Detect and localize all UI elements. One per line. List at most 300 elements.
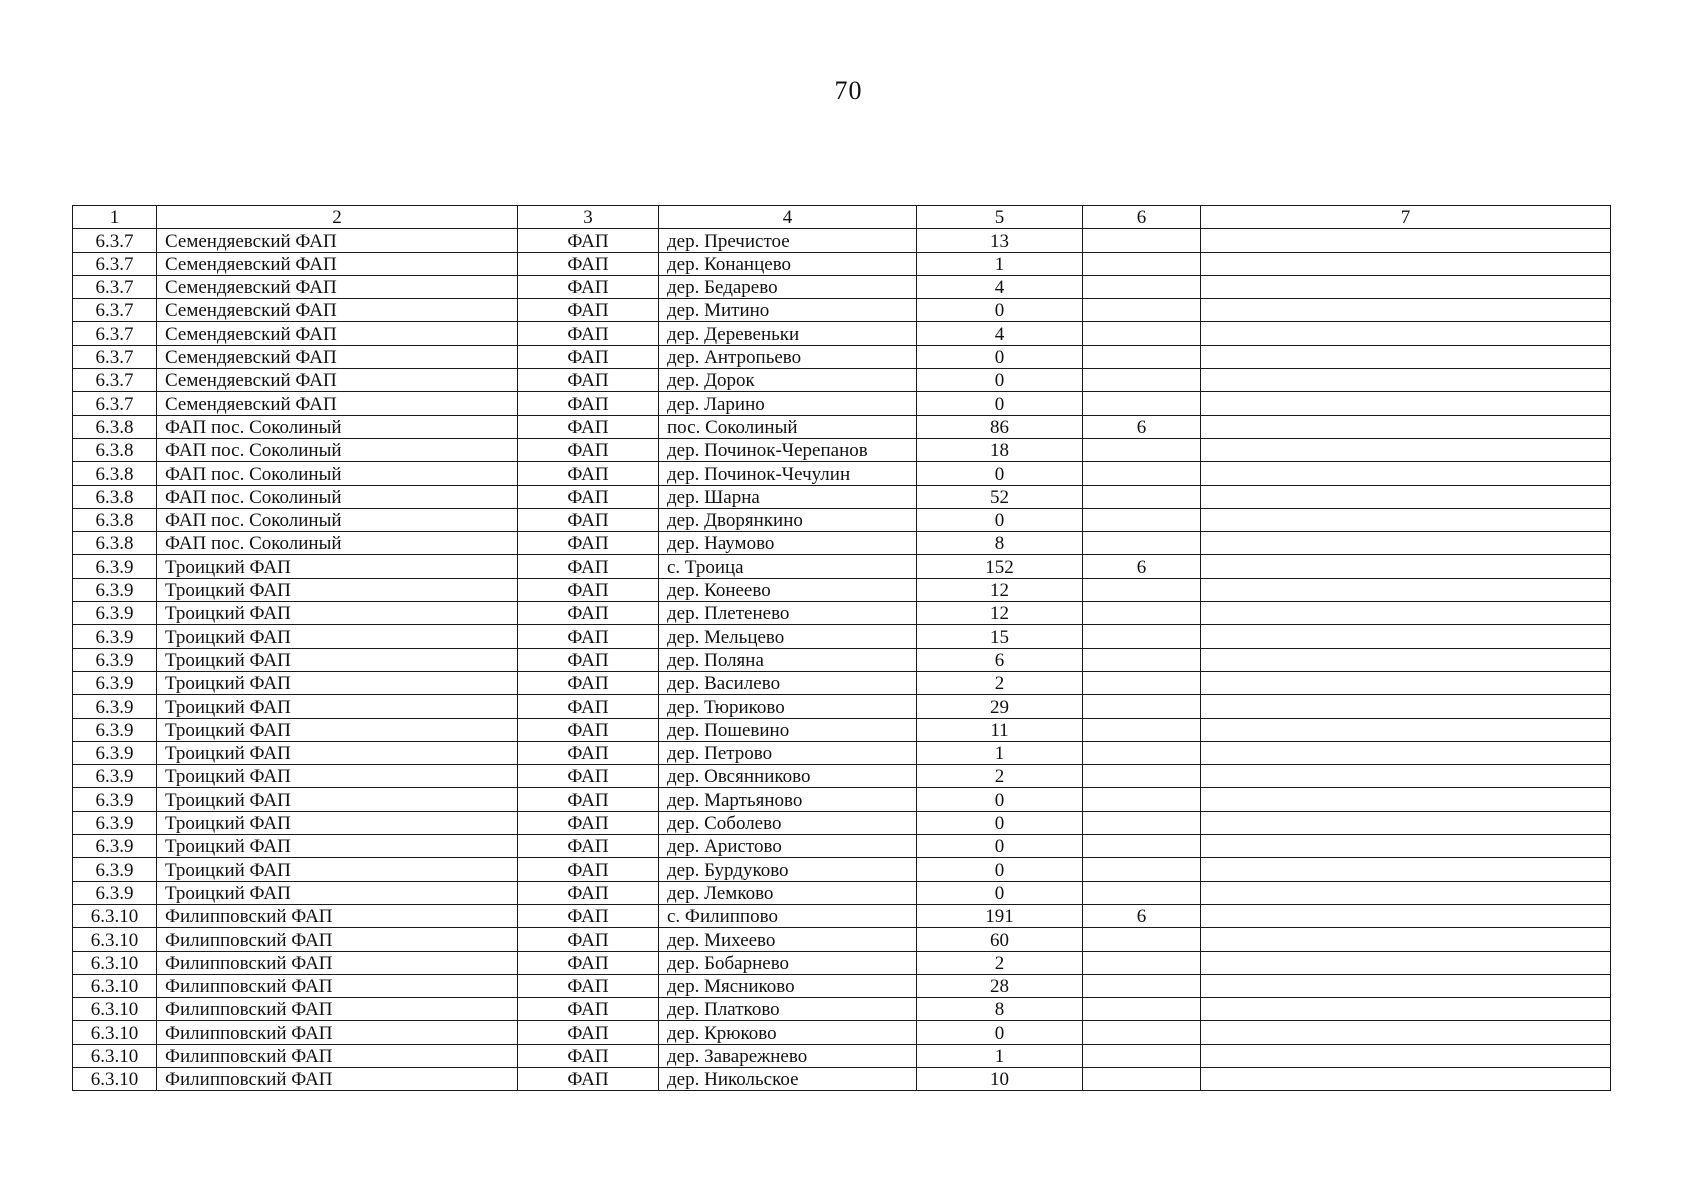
staff-count-cell — [1083, 718, 1201, 741]
population-cell: 2 — [917, 951, 1083, 974]
row-number-cell: 6.3.7 — [73, 369, 157, 392]
staff-count-cell — [1083, 858, 1201, 881]
notes-cell — [1201, 671, 1611, 694]
settlement-cell: дер. Бедарево — [659, 275, 917, 298]
population-cell: 0 — [917, 788, 1083, 811]
row-number-cell: 6.3.8 — [73, 532, 157, 555]
staff-count-cell — [1083, 322, 1201, 345]
facility-name-cell: Филипповский ФАП — [157, 904, 518, 927]
population-cell: 0 — [917, 392, 1083, 415]
header-cell: 5 — [917, 206, 1083, 229]
settlement-cell: дер. Платково — [659, 998, 917, 1021]
table-row — [73, 788, 1611, 811]
population-cell: 1 — [917, 252, 1083, 275]
staff-count-cell — [1083, 392, 1201, 415]
facility-name-cell: ФАП пос. Соколиный — [157, 438, 518, 461]
population-cell: 8 — [917, 532, 1083, 555]
row-number-cell: 6.3.8 — [73, 438, 157, 461]
staff-count-cell — [1083, 695, 1201, 718]
row-number-cell: 6.3.9 — [73, 671, 157, 694]
table-row — [73, 765, 1611, 788]
row-number-cell: 6.3.9 — [73, 555, 157, 578]
staff-count-cell — [1083, 275, 1201, 298]
row-number-cell: 6.3.8 — [73, 415, 157, 438]
settlement-cell: дер. Дорок — [659, 369, 917, 392]
staff-count-cell — [1083, 811, 1201, 834]
facility-name-cell: Филипповский ФАП — [157, 974, 518, 997]
settlement-cell: дер. Митино — [659, 299, 917, 322]
row-number-cell: 6.3.7 — [73, 345, 157, 368]
staff-count-cell — [1083, 835, 1201, 858]
facility-type-cell: ФАП — [518, 974, 659, 997]
staff-count-cell — [1083, 741, 1201, 764]
table-row — [73, 322, 1611, 345]
population-cell: 0 — [917, 811, 1083, 834]
settlement-cell: дер. Пошевино — [659, 718, 917, 741]
facility-table — [72, 205, 1611, 1091]
population-cell: 11 — [917, 718, 1083, 741]
row-number-cell: 6.3.8 — [73, 508, 157, 531]
notes-cell — [1201, 974, 1611, 997]
row-number-cell: 6.3.7 — [73, 322, 157, 345]
facility-type-cell: ФАП — [518, 299, 659, 322]
row-number-cell: 6.3.9 — [73, 858, 157, 881]
population-cell: 1 — [917, 1044, 1083, 1067]
population-cell: 0 — [917, 345, 1083, 368]
row-number-cell: 6.3.10 — [73, 1067, 157, 1090]
notes-cell — [1201, 1021, 1611, 1044]
population-cell: 1 — [917, 741, 1083, 764]
facility-type-cell: ФАП — [518, 904, 659, 927]
notes-cell — [1201, 322, 1611, 345]
staff-count-cell — [1083, 578, 1201, 601]
staff-count-cell — [1083, 625, 1201, 648]
table-row — [73, 741, 1611, 764]
facility-type-cell: ФАП — [518, 438, 659, 461]
facility-type-cell: ФАП — [518, 1021, 659, 1044]
facility-type-cell: ФАП — [518, 648, 659, 671]
notes-cell — [1201, 229, 1611, 252]
table-row — [73, 555, 1611, 578]
notes-cell — [1201, 299, 1611, 322]
settlement-cell: дер. Михеево — [659, 928, 917, 951]
facility-name-cell: Семендяевский ФАП — [157, 345, 518, 368]
facility-name-cell: Троицкий ФАП — [157, 741, 518, 764]
notes-cell — [1201, 788, 1611, 811]
row-number-cell: 6.3.10 — [73, 974, 157, 997]
population-cell: 0 — [917, 881, 1083, 904]
table-row — [73, 229, 1611, 252]
population-cell: 60 — [917, 928, 1083, 951]
table-row — [73, 858, 1611, 881]
population-cell: 29 — [917, 695, 1083, 718]
staff-count-cell — [1083, 508, 1201, 531]
notes-cell — [1201, 369, 1611, 392]
facility-name-cell: Троицкий ФАП — [157, 788, 518, 811]
settlement-cell: дер. Плетенево — [659, 602, 917, 625]
population-cell: 86 — [917, 415, 1083, 438]
table-row — [73, 928, 1611, 951]
staff-count-cell: 6 — [1083, 555, 1201, 578]
table-row — [73, 602, 1611, 625]
population-cell: 2 — [917, 765, 1083, 788]
table-row — [73, 881, 1611, 904]
settlement-cell: дер. Конанцево — [659, 252, 917, 275]
staff-count-cell — [1083, 765, 1201, 788]
notes-cell — [1201, 578, 1611, 601]
settlement-cell: дер. Овсянниково — [659, 765, 917, 788]
population-cell: 0 — [917, 858, 1083, 881]
facility-name-cell: ФАП пос. Соколиный — [157, 532, 518, 555]
facility-name-cell: Семендяевский ФАП — [157, 322, 518, 345]
facility-name-cell: Троицкий ФАП — [157, 858, 518, 881]
settlement-cell: дер. Никольское — [659, 1067, 917, 1090]
notes-cell — [1201, 392, 1611, 415]
population-cell: 28 — [917, 974, 1083, 997]
population-cell: 6 — [917, 648, 1083, 671]
settlement-cell: дер. Пречистое — [659, 229, 917, 252]
settlement-cell: дер. Мельцево — [659, 625, 917, 648]
settlement-cell: дер. Дворянкино — [659, 508, 917, 531]
settlement-cell: дер. Ларино — [659, 392, 917, 415]
staff-count-cell — [1083, 369, 1201, 392]
facility-type-cell: ФАП — [518, 788, 659, 811]
staff-count-cell — [1083, 881, 1201, 904]
notes-cell — [1201, 648, 1611, 671]
facility-name-cell: Филипповский ФАП — [157, 951, 518, 974]
facility-name-cell: Троицкий ФАП — [157, 881, 518, 904]
facility-type-cell: ФАП — [518, 625, 659, 648]
row-number-cell: 6.3.9 — [73, 625, 157, 648]
settlement-cell: дер. Петрово — [659, 741, 917, 764]
table-row — [73, 998, 1611, 1021]
notes-cell — [1201, 625, 1611, 648]
row-number-cell: 6.3.10 — [73, 1044, 157, 1067]
population-cell: 8 — [917, 998, 1083, 1021]
staff-count-cell — [1083, 648, 1201, 671]
facility-name-cell: ФАП пос. Соколиный — [157, 485, 518, 508]
settlement-cell: дер. Мартьяново — [659, 788, 917, 811]
row-number-cell: 6.3.7 — [73, 299, 157, 322]
facility-name-cell: Семендяевский ФАП — [157, 252, 518, 275]
table-row — [73, 345, 1611, 368]
settlement-cell: дер. Заварежнево — [659, 1044, 917, 1067]
row-number-cell: 6.3.9 — [73, 835, 157, 858]
facility-type-cell: ФАП — [518, 881, 659, 904]
facility-name-cell: ФАП пос. Соколиный — [157, 415, 518, 438]
row-number-cell: 6.3.10 — [73, 928, 157, 951]
facility-type-cell: ФАП — [518, 602, 659, 625]
facility-type-cell: ФАП — [518, 811, 659, 834]
notes-cell — [1201, 532, 1611, 555]
settlement-cell: дер. Шарна — [659, 485, 917, 508]
notes-cell — [1201, 462, 1611, 485]
facility-type-cell: ФАП — [518, 951, 659, 974]
facility-type-cell: ФАП — [518, 532, 659, 555]
row-number-cell: 6.3.10 — [73, 998, 157, 1021]
staff-count-cell: 6 — [1083, 904, 1201, 927]
row-number-cell: 6.3.7 — [73, 392, 157, 415]
table-row — [73, 462, 1611, 485]
row-number-cell: 6.3.9 — [73, 578, 157, 601]
facility-type-cell: ФАП — [518, 741, 659, 764]
staff-count-cell — [1083, 485, 1201, 508]
staff-count-cell — [1083, 229, 1201, 252]
table-row — [73, 1044, 1611, 1067]
row-number-cell: 6.3.9 — [73, 765, 157, 788]
row-number-cell: 6.3.9 — [73, 788, 157, 811]
settlement-cell: дер. Аристово — [659, 835, 917, 858]
population-cell: 0 — [917, 369, 1083, 392]
row-number-cell: 6.3.9 — [73, 881, 157, 904]
facility-type-cell: ФАП — [518, 578, 659, 601]
facility-name-cell: Семендяевский ФАП — [157, 392, 518, 415]
notes-cell — [1201, 555, 1611, 578]
facility-name-cell: Семендяевский ФАП — [157, 229, 518, 252]
header-cell: 3 — [518, 206, 659, 229]
facility-type-cell: ФАП — [518, 369, 659, 392]
staff-count-cell — [1083, 998, 1201, 1021]
settlement-cell: дер. Крюково — [659, 1021, 917, 1044]
facility-type-cell: ФАП — [518, 392, 659, 415]
facility-name-cell: Троицкий ФАП — [157, 578, 518, 601]
facility-type-cell: ФАП — [518, 928, 659, 951]
population-cell: 152 — [917, 555, 1083, 578]
facility-type-cell: ФАП — [518, 835, 659, 858]
facility-type-cell: ФАП — [518, 555, 659, 578]
staff-count-cell — [1083, 974, 1201, 997]
staff-count-cell — [1083, 1021, 1201, 1044]
settlement-cell: дер. Соболево — [659, 811, 917, 834]
facility-name-cell: Троицкий ФАП — [157, 835, 518, 858]
settlement-cell: дер. Бурдуково — [659, 858, 917, 881]
facility-type-cell: ФАП — [518, 345, 659, 368]
population-cell: 0 — [917, 462, 1083, 485]
table-row — [73, 904, 1611, 927]
population-cell: 18 — [917, 438, 1083, 461]
facility-name-cell: Троицкий ФАП — [157, 648, 518, 671]
population-cell: 4 — [917, 322, 1083, 345]
facility-type-cell: ФАП — [518, 485, 659, 508]
staff-count-cell — [1083, 671, 1201, 694]
notes-cell — [1201, 998, 1611, 1021]
table-row — [73, 275, 1611, 298]
facility-type-cell: ФАП — [518, 415, 659, 438]
population-cell: 15 — [917, 625, 1083, 648]
staff-count-cell — [1083, 438, 1201, 461]
facility-name-cell: Троицкий ФАП — [157, 625, 518, 648]
table-row — [73, 252, 1611, 275]
settlement-cell: дер. Поляна — [659, 648, 917, 671]
facility-type-cell: ФАП — [518, 1067, 659, 1090]
facility-name-cell: ФАП пос. Соколиный — [157, 462, 518, 485]
row-number-cell: 6.3.7 — [73, 275, 157, 298]
settlement-cell: дер. Деревеньки — [659, 322, 917, 345]
table-row — [73, 1021, 1611, 1044]
facility-name-cell: Троицкий ФАП — [157, 695, 518, 718]
population-cell: 52 — [917, 485, 1083, 508]
notes-cell — [1201, 415, 1611, 438]
notes-cell — [1201, 904, 1611, 927]
population-cell: 4 — [917, 275, 1083, 298]
facility-type-cell: ФАП — [518, 508, 659, 531]
row-number-cell: 6.3.9 — [73, 811, 157, 834]
header-cell: 4 — [659, 206, 917, 229]
staff-count-cell — [1083, 299, 1201, 322]
notes-cell — [1201, 1044, 1611, 1067]
notes-cell — [1201, 695, 1611, 718]
table-row — [73, 648, 1611, 671]
settlement-cell: дер. Антропьево — [659, 345, 917, 368]
notes-cell — [1201, 718, 1611, 741]
row-number-cell: 6.3.7 — [73, 229, 157, 252]
settlement-cell: дер. Починок-Чечулин — [659, 462, 917, 485]
facility-name-cell: ФАП пос. Соколиный — [157, 508, 518, 531]
staff-count-cell — [1083, 345, 1201, 368]
notes-cell — [1201, 485, 1611, 508]
notes-cell — [1201, 741, 1611, 764]
facility-type-cell: ФАП — [518, 765, 659, 788]
table-row — [73, 718, 1611, 741]
facility-type-cell: ФАП — [518, 998, 659, 1021]
population-cell: 12 — [917, 578, 1083, 601]
table-row — [73, 671, 1611, 694]
table-row — [73, 508, 1611, 531]
staff-count-cell — [1083, 1067, 1201, 1090]
table-row — [73, 811, 1611, 834]
notes-cell — [1201, 835, 1611, 858]
row-number-cell: 6.3.9 — [73, 602, 157, 625]
table-row — [73, 578, 1611, 601]
facility-type-cell: ФАП — [518, 671, 659, 694]
row-number-cell: 6.3.7 — [73, 252, 157, 275]
row-number-cell: 6.3.10 — [73, 951, 157, 974]
page-number: 70 — [834, 76, 863, 105]
facility-name-cell: Филипповский ФАП — [157, 1044, 518, 1067]
facility-type-cell: ФАП — [518, 1044, 659, 1067]
population-cell: 10 — [917, 1067, 1083, 1090]
settlement-cell: дер. Починок-Черепанов — [659, 438, 917, 461]
facility-name-cell: Троицкий ФАП — [157, 718, 518, 741]
row-number-cell: 6.3.8 — [73, 462, 157, 485]
header-cell: 6 — [1083, 206, 1201, 229]
table-row — [73, 695, 1611, 718]
table-row — [73, 974, 1611, 997]
facility-name-cell: Семендяевский ФАП — [157, 275, 518, 298]
table-row — [73, 1067, 1611, 1090]
facility-name-cell: Филипповский ФАП — [157, 928, 518, 951]
notes-cell — [1201, 252, 1611, 275]
population-cell: 2 — [917, 671, 1083, 694]
row-number-cell: 6.3.9 — [73, 648, 157, 671]
notes-cell — [1201, 765, 1611, 788]
table-row — [73, 438, 1611, 461]
staff-count-cell — [1083, 788, 1201, 811]
notes-cell — [1201, 928, 1611, 951]
facility-type-cell: ФАП — [518, 322, 659, 345]
settlement-cell: пос. Соколиный — [659, 415, 917, 438]
population-cell: 0 — [917, 1021, 1083, 1044]
facility-type-cell: ФАП — [518, 858, 659, 881]
header-cell: 1 — [73, 206, 157, 229]
staff-count-cell — [1083, 532, 1201, 555]
staff-count-cell — [1083, 951, 1201, 974]
header-cell: 7 — [1201, 206, 1611, 229]
facility-type-cell: ФАП — [518, 252, 659, 275]
notes-cell — [1201, 275, 1611, 298]
facility-type-cell: ФАП — [518, 718, 659, 741]
staff-count-cell — [1083, 1044, 1201, 1067]
facility-type-cell: ФАП — [518, 275, 659, 298]
notes-cell — [1201, 345, 1611, 368]
header-row — [73, 206, 1611, 229]
settlement-cell: с. Троица — [659, 555, 917, 578]
staff-count-cell: 6 — [1083, 415, 1201, 438]
facility-name-cell: Троицкий ФАП — [157, 765, 518, 788]
population-cell: 0 — [917, 299, 1083, 322]
notes-cell — [1201, 602, 1611, 625]
facility-name-cell: Филипповский ФАП — [157, 998, 518, 1021]
table-row — [73, 485, 1611, 508]
population-cell: 13 — [917, 229, 1083, 252]
facility-name-cell: Семендяевский ФАП — [157, 299, 518, 322]
notes-cell — [1201, 508, 1611, 531]
facility-name-cell: Троицкий ФАП — [157, 811, 518, 834]
staff-count-cell — [1083, 928, 1201, 951]
header-cell: 2 — [157, 206, 518, 229]
settlement-cell: дер. Бобарнево — [659, 951, 917, 974]
population-cell: 0 — [917, 508, 1083, 531]
row-number-cell: 6.3.10 — [73, 904, 157, 927]
population-cell: 12 — [917, 602, 1083, 625]
facility-name-cell: Троицкий ФАП — [157, 555, 518, 578]
notes-cell — [1201, 951, 1611, 974]
facility-name-cell: Семендяевский ФАП — [157, 369, 518, 392]
table-row — [73, 299, 1611, 322]
facility-name-cell: Троицкий ФАП — [157, 602, 518, 625]
facility-type-cell: ФАП — [518, 229, 659, 252]
table-row — [73, 415, 1611, 438]
table-row — [73, 835, 1611, 858]
row-number-cell: 6.3.9 — [73, 695, 157, 718]
notes-cell — [1201, 438, 1611, 461]
row-number-cell: 6.3.10 — [73, 1021, 157, 1044]
facility-name-cell: Филипповский ФАП — [157, 1021, 518, 1044]
row-number-cell: 6.3.9 — [73, 718, 157, 741]
settlement-cell: дер. Конеево — [659, 578, 917, 601]
facility-name-cell: Филипповский ФАП — [157, 1067, 518, 1090]
table-row — [73, 951, 1611, 974]
staff-count-cell — [1083, 252, 1201, 275]
notes-cell — [1201, 858, 1611, 881]
settlement-cell: с. Филиппово — [659, 904, 917, 927]
row-number-cell: 6.3.8 — [73, 485, 157, 508]
settlement-cell: дер. Василево — [659, 671, 917, 694]
table-row — [73, 369, 1611, 392]
staff-count-cell — [1083, 602, 1201, 625]
settlement-cell: дер. Лемково — [659, 881, 917, 904]
table-row — [73, 532, 1611, 555]
population-cell: 0 — [917, 835, 1083, 858]
row-number-cell: 6.3.9 — [73, 741, 157, 764]
notes-cell — [1201, 1067, 1611, 1090]
settlement-cell: дер. Наумово — [659, 532, 917, 555]
notes-cell — [1201, 811, 1611, 834]
settlement-cell: дер. Мясниково — [659, 974, 917, 997]
table-row — [73, 392, 1611, 415]
settlement-cell: дер. Тюриково — [659, 695, 917, 718]
notes-cell — [1201, 881, 1611, 904]
